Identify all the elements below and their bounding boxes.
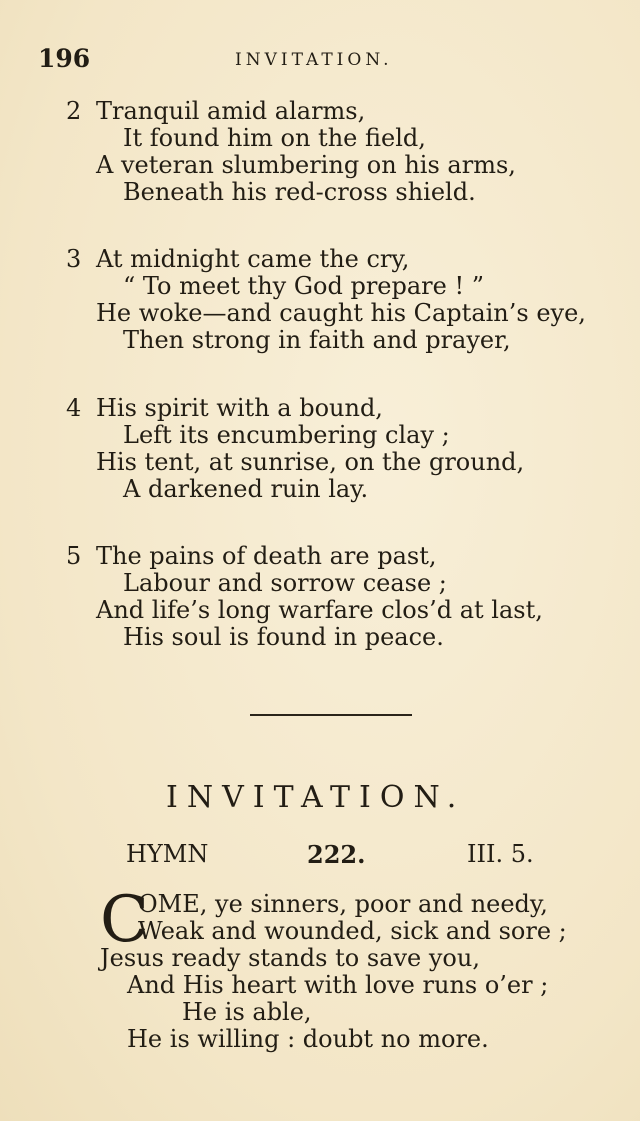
running-title: INVITATION. bbox=[235, 50, 393, 70]
section-divider bbox=[250, 714, 412, 716]
stanza-line: Left its encumbering clay ; bbox=[123, 421, 450, 449]
stanza-line: His soul is found in peace. bbox=[123, 623, 444, 651]
hymn-meter: III. 5. bbox=[467, 840, 534, 868]
stanza-line: And life’s long warfare clos’d at last, bbox=[96, 596, 543, 624]
hymn-label: HYMN bbox=[126, 840, 209, 868]
stanza-2 bbox=[66, 98, 516, 206]
verse-line: And His heart with love runs o’er ; bbox=[127, 971, 549, 999]
page-header bbox=[38, 44, 428, 78]
verse-line: He is able, bbox=[182, 998, 312, 1026]
stanza-line: 5 The pains of death are past, bbox=[66, 542, 437, 570]
verse-line: Weak and wounded, sick and sore ; bbox=[138, 917, 567, 945]
stanza-number: 5 bbox=[66, 542, 82, 570]
stanza-line: It found him on the field, bbox=[123, 124, 426, 152]
hymn-number: 222. bbox=[307, 840, 366, 869]
section-title: INVITATION. bbox=[166, 780, 466, 815]
stanza-line: 4 His spirit with a bound, bbox=[66, 394, 383, 422]
verse-line: Jesus ready stands to save you, bbox=[100, 944, 480, 972]
stanza-number: 4 bbox=[66, 394, 82, 422]
stanza-5 bbox=[66, 543, 543, 651]
stanza-line: Beneath his red-cross shield. bbox=[123, 178, 476, 206]
stanza-line: His tent, at sunrise, on the ground, bbox=[96, 448, 525, 476]
stanza-line: 3 At midnight came the cry, bbox=[66, 245, 410, 273]
verse-line: He is willing : doubt no more. bbox=[127, 1025, 489, 1053]
stanza-3 bbox=[66, 246, 586, 354]
page-number: 196 bbox=[38, 44, 91, 73]
stanza-line: He woke—and caught his Captain’s eye, bbox=[96, 299, 586, 327]
stanza-line: Labour and sorrow cease ; bbox=[123, 569, 447, 597]
stanza-line: A darkened ruin lay. bbox=[123, 475, 369, 503]
stanza-line: A veteran slumbering on his arms, bbox=[96, 151, 516, 179]
stanza-line: Then strong in faith and prayer, bbox=[123, 326, 511, 354]
verse-line: OME, ye sinners, poor and needy, bbox=[138, 890, 548, 918]
drop-cap: C bbox=[100, 883, 149, 957]
stanza-number: 3 bbox=[66, 245, 82, 273]
stanza-4 bbox=[66, 395, 524, 503]
stanza-line: 2 Tranquil amid alarms, bbox=[66, 97, 366, 125]
stanza-number: 2 bbox=[66, 97, 82, 125]
stanza-line: “ To meet thy God prepare ! ” bbox=[123, 272, 485, 300]
